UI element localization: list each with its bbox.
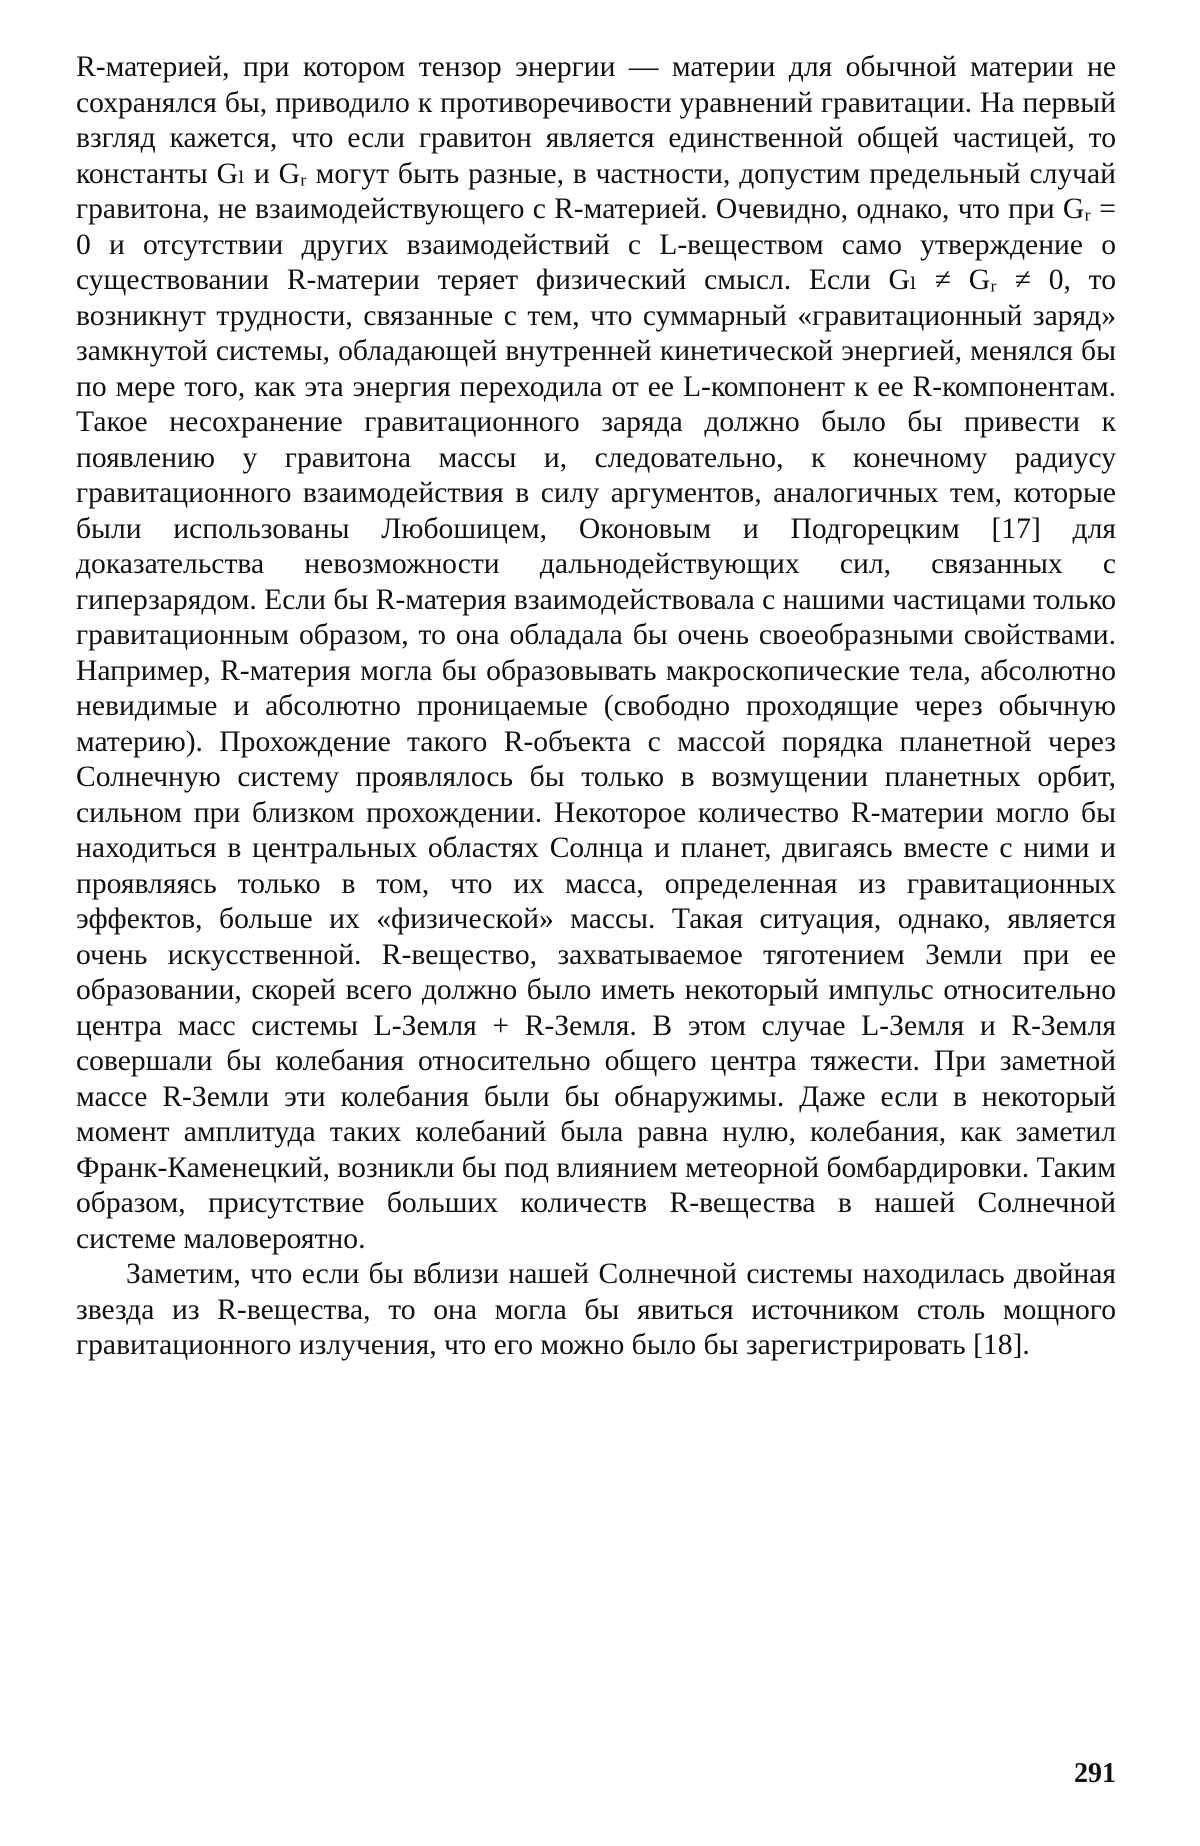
paragraph-1: R-материей, при котором тензор энергии — материи для обычной материи не сохранялся бы, приводило к противоречивости уравнений гравитации. На первый взгляд кажется, что если гравитон является единственной общей частицей, то константы Gₗ и Gᵣ могут быть разные, в частности, допустим предельный случай гравитона, не взаимодействующего с R-материей. Очевидно, однако, что при Gᵣ = 0 и отсутствии других взаимодействий с L-веществом само утверждение о существовании R-материи теряет физический смысл. Если Gₗ ≠ Gᵣ ≠ 0, то возникнут трудности, связанные с тем, что суммарный «гравитационный заряд» замкнутой системы, обладающей внутренней кинетической энергией, менялся бы по мере того, как эта энергия переходила от ее L-компонент к ее R-компонентам. Такое несохранение гравитационного заряда должно было бы привести к появлению у гравитона массы и, следовательно, к конечному радиусу гравитационного взаимодействия в силу аргументов, аналогичных тем, которые были использованы Любошицем, Оконовым и Подгорецким [17] для доказательства невозможности дальнодействующих сил, связанных с гиперзарядом. Если бы R-материя взаимодействовала с нашими частицами только гравитационным образом, то она обладала бы очень своеобразными свойствами. Например, R-материя могла бы образовывать макроскопические тела, абсолютно невидимые и абсолютно проницаемые (свободно проходящие через обычную материю). Прохождение такого R-объекта с массой порядка планетной через Солнечную систему проявлялось бы только в возмущении планетных орбит, сильном при близком прохождении. Некоторое количество R-материи могло бы находиться в центральных областях Солнца и планет, двигаясь вместе с ними и проявляясь только в том, что их масса, определенная из гравитационных эффектов, больше их «физической» массы. Такая ситуация, однако, является очень искусственной. R-вещество, захватываемое тяготением Земли при ее образовании, скорей всего должно было иметь некоторый импульс относительно центра масс системы L-Земля + R-Земля. В этом случае L-Земля и R-Земля совершали бы колебания относительно общего центра тяжести. При заметной массе R-Земли эти колебания были бы обнаружимы. Даже если в некоторый момент амплитуда таких колебаний была равна нулю, колебания, как заметил Франк-Каменецкий, возникли бы под влиянием метеорной бомбардировки. Таким образом, присутствие больших количеств R-вещества в нашей Солнечной системе маловероятно. (76, 51, 1116, 1255)
page-number: 291 (1074, 1758, 1116, 1789)
paragraph-2: Заметим, что если бы вблизи нашей Солнечной системы находилась двойная звезда из R-вещества, то она могла бы явиться источником столь мощного гравитационного излучения, что его можно было бы зарегистрировать [18]. (76, 1258, 1116, 1361)
page-body (76, 50, 1116, 1364)
